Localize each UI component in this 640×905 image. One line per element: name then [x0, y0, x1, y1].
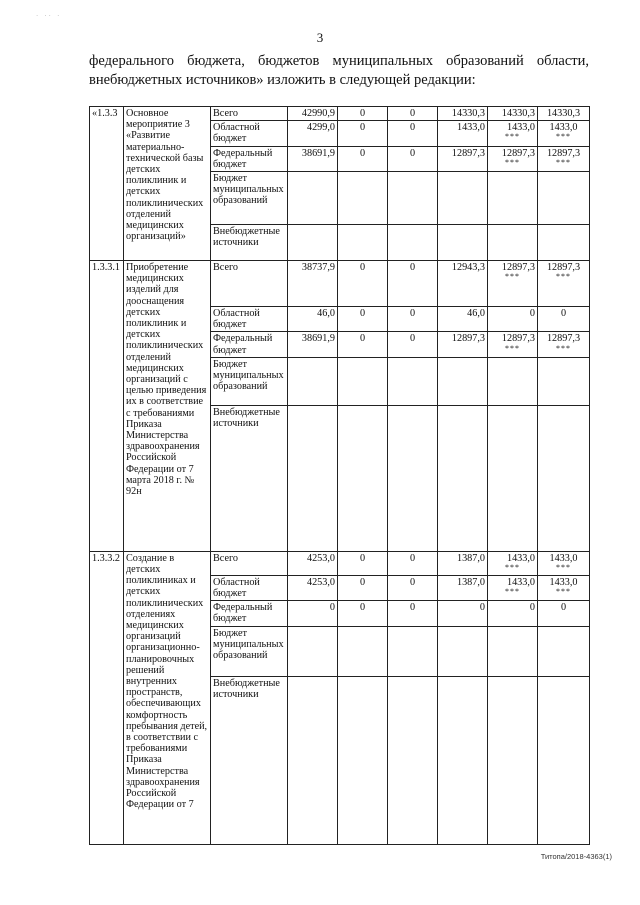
value-cell: [288, 551, 338, 575]
value-cell: [338, 172, 388, 225]
value-cell: [488, 172, 538, 225]
source-regional: Областной бюджет: [211, 575, 288, 600]
value-cell: [438, 261, 488, 307]
value-cell: [388, 626, 438, 676]
value-cell: [388, 107, 438, 121]
value-cell: [388, 146, 438, 171]
value-text: 0: [409, 262, 416, 274]
value-text: 12897,3: [501, 147, 535, 159]
source-municipal: Бюджет муниципальных образований: [211, 172, 288, 225]
value-cell: [388, 601, 438, 626]
source-extra: Внебюджетные источники: [211, 405, 288, 551]
value-cell: [288, 601, 338, 626]
footnote-stars: ***: [505, 587, 520, 597]
value-cell: [488, 575, 538, 600]
value-cell: [488, 676, 538, 844]
value-text: 12897,3: [501, 262, 535, 274]
value-cell: [288, 225, 338, 261]
row-code: 1.3.3.2: [90, 551, 124, 844]
value-cell: [488, 307, 538, 332]
footnote-stars: ***: [505, 272, 520, 282]
value-text: 14330,3: [501, 108, 535, 119]
value-text: 0: [560, 308, 567, 320]
footnote-stars: ***: [505, 343, 520, 353]
footnote-stars: ***: [556, 343, 571, 353]
value-text: 0: [409, 602, 416, 614]
value-text: 0: [359, 308, 366, 320]
value-text: 46,0: [467, 308, 485, 320]
value-cell: [488, 107, 538, 121]
value-cell: [488, 146, 538, 171]
value-cell: [438, 575, 488, 600]
value-cell: [488, 601, 538, 626]
value-cell: [388, 225, 438, 261]
value-cell: [438, 357, 488, 405]
value-cell: [538, 626, 590, 676]
value-cell: [538, 332, 590, 357]
value-text: 0: [529, 602, 535, 614]
value-text: 1387,0: [456, 552, 485, 564]
value-cell: [438, 332, 488, 357]
value-cell: [388, 676, 438, 844]
value-text: 12897,3: [546, 333, 581, 345]
value-text: 1433,0: [549, 122, 578, 134]
value-cell: [488, 121, 538, 146]
value-text: 0: [359, 262, 366, 274]
value-cell: [388, 121, 438, 146]
value-text: 0: [409, 147, 416, 159]
footnote-stars: ***: [556, 587, 571, 597]
value-text: 4299,0: [306, 122, 335, 134]
source-federal: Федеральный бюджет: [211, 601, 288, 626]
value-text: 12897,3: [546, 262, 581, 274]
value-text: 0: [359, 576, 366, 588]
value-text: 0: [329, 602, 335, 614]
value-text: 14330,3: [546, 108, 581, 119]
value-cell: [538, 225, 590, 261]
source-total: Всего: [211, 261, 288, 307]
source-regional: Областной бюджет: [211, 307, 288, 332]
value-cell: [338, 357, 388, 405]
source-municipal: Бюджет муниципальных образований: [211, 626, 288, 676]
value-text: 4253,0: [306, 552, 335, 564]
value-text: 1433,0: [506, 576, 535, 588]
value-cell: [538, 676, 590, 844]
value-cell: [488, 551, 538, 575]
value-cell: [288, 107, 338, 121]
value-cell: [338, 307, 388, 332]
value-cell: [438, 601, 488, 626]
value-cell: [388, 575, 438, 600]
value-text: 1433,0: [506, 552, 535, 564]
value-cell: [338, 626, 388, 676]
value-cell: [488, 261, 538, 307]
value-cell: [538, 575, 590, 600]
value-cell: [338, 575, 388, 600]
source-federal: Федеральный бюджет: [211, 146, 288, 171]
source-total: Всего: [211, 551, 288, 575]
value-text: 1433,0: [506, 122, 535, 134]
value-text: 1433,0: [549, 552, 578, 564]
value-cell: [488, 357, 538, 405]
value-text: 38737,9: [301, 262, 335, 274]
row-name: Основное мероприятие 3 «Развитие материально-технической базы детских поликлиник и детских поликлинических отделений медицинских организаций»: [124, 107, 211, 261]
value-text: 0: [409, 108, 416, 119]
footnote-stars: ***: [505, 157, 520, 167]
value-text: 0: [560, 602, 567, 614]
value-text: 0: [409, 576, 416, 588]
value-cell: [388, 332, 438, 357]
footnote-stars: ***: [556, 157, 571, 167]
value-cell: [288, 261, 338, 307]
value-cell: [438, 626, 488, 676]
value-cell: [388, 405, 438, 551]
value-cell: [388, 261, 438, 307]
value-text: 0: [529, 308, 535, 320]
value-text: 0: [479, 602, 485, 614]
value-cell: [438, 405, 488, 551]
footnote-stars: ***: [556, 132, 571, 142]
value-cell: [538, 601, 590, 626]
value-cell: [338, 551, 388, 575]
value-cell: [388, 307, 438, 332]
value-cell: [488, 225, 538, 261]
footnote-stars: ***: [505, 563, 520, 573]
value-cell: [538, 307, 590, 332]
value-text: 0: [409, 308, 416, 320]
value-cell: [488, 332, 538, 357]
funding-table: [89, 106, 590, 845]
value-cell: [288, 121, 338, 146]
value-cell: [288, 626, 338, 676]
source-federal: Федеральный бюджет: [211, 332, 288, 357]
row-code: 1.3.3.1: [90, 261, 124, 552]
value-text: 0: [409, 122, 416, 134]
value-text: 12897,3: [546, 147, 581, 159]
value-text: 14330,3: [451, 108, 485, 119]
value-cell: [338, 405, 388, 551]
value-text: 0: [359, 122, 366, 134]
value-text: 0: [359, 602, 366, 614]
value-text: 12897,3: [451, 333, 485, 345]
table-row: [90, 107, 590, 121]
value-cell: [288, 575, 338, 600]
value-text: 0: [409, 333, 416, 345]
source-extra: Внебюджетные источники: [211, 225, 288, 261]
footnote-stars: ***: [556, 272, 571, 282]
footnote-stars: ***: [556, 563, 571, 573]
value-text: 0: [359, 552, 366, 564]
value-text: 38691,9: [301, 147, 335, 159]
value-cell: [338, 121, 388, 146]
page-number: 3: [316, 30, 324, 45]
value-cell: [338, 225, 388, 261]
intro-paragraph: федерального бюджета, бюджетов муниципальных образований области, внебюджетных источников» изложить в следующей редакции:: [89, 53, 589, 88]
value-text: 1387,0: [456, 576, 485, 588]
value-text: 0: [359, 147, 366, 159]
source-regional: Областной бюджет: [211, 121, 288, 146]
value-cell: [438, 225, 488, 261]
value-cell: [538, 261, 590, 307]
source-total: Всего: [211, 107, 288, 121]
value-cell: [438, 146, 488, 171]
value-text: 12897,3: [451, 147, 485, 159]
value-cell: [338, 107, 388, 121]
value-cell: [538, 146, 590, 171]
value-cell: [438, 307, 488, 332]
value-cell: [538, 107, 590, 121]
value-cell: [438, 551, 488, 575]
value-cell: [488, 405, 538, 551]
value-cell: [338, 676, 388, 844]
value-cell: [438, 676, 488, 844]
value-cell: [438, 121, 488, 146]
value-cell: [438, 172, 488, 225]
scan-artifact-mark: · ·· ·: [36, 12, 62, 20]
value-text: 0: [409, 552, 416, 564]
value-text: 1433,0: [456, 122, 485, 134]
value-cell: [288, 146, 338, 171]
value-cell: [488, 626, 538, 676]
value-text: 12943,3: [451, 262, 485, 274]
value-cell: [288, 357, 338, 405]
value-text: 4253,0: [306, 576, 335, 588]
value-cell: [288, 307, 338, 332]
value-cell: [538, 405, 590, 551]
document-footer-code: Титопа/2018-4363(1): [540, 852, 612, 861]
value-cell: [538, 172, 590, 225]
value-cell: [288, 405, 338, 551]
value-cell: [388, 551, 438, 575]
value-cell: [338, 601, 388, 626]
source-extra: Внебюджетные источники: [211, 676, 288, 844]
value-cell: [538, 121, 590, 146]
value-cell: [338, 146, 388, 171]
table-row: [90, 551, 590, 575]
source-municipal: Бюджет муниципальных образований: [211, 357, 288, 405]
value-text: 0: [359, 108, 366, 119]
value-text: 0: [359, 333, 366, 345]
row-name: Приобретение медицинских изделий для дооснащения детских поликлиник и детских поликлинических отделений медицинских организаций с целью приведения их в соответствие с требованиями Приказа Министерства здравоохранения Российской Федерации от 7 марта 2018 г. № 92н: [124, 261, 211, 552]
value-text: 1433,0: [549, 576, 578, 588]
value-text: 46,0: [317, 308, 335, 320]
row-name: Создание в детских поликлиниках и детских поликлинических отделениях медицинских организаций организационно-планировочных решений внутренних пространств, обеспечивающих комфортность пребывания детей, в соответствии с требованиями Приказа Министерства здравоохранения Российской Федерации от 7: [124, 551, 211, 844]
value-text: 12897,3: [501, 333, 535, 345]
footnote-stars: ***: [505, 132, 520, 142]
value-cell: [438, 107, 488, 121]
value-cell: [538, 357, 590, 405]
value-cell: [288, 676, 338, 844]
value-cell: [538, 551, 590, 575]
value-cell: [338, 261, 388, 307]
value-cell: [388, 357, 438, 405]
value-text: 42990,9: [301, 108, 335, 119]
value-cell: [338, 332, 388, 357]
value-cell: [288, 332, 338, 357]
value-cell: [288, 172, 338, 225]
value-text: 38691,9: [301, 333, 335, 345]
value-cell: [388, 172, 438, 225]
row-code: «1.3.3: [90, 107, 124, 261]
table-row: [90, 261, 590, 307]
